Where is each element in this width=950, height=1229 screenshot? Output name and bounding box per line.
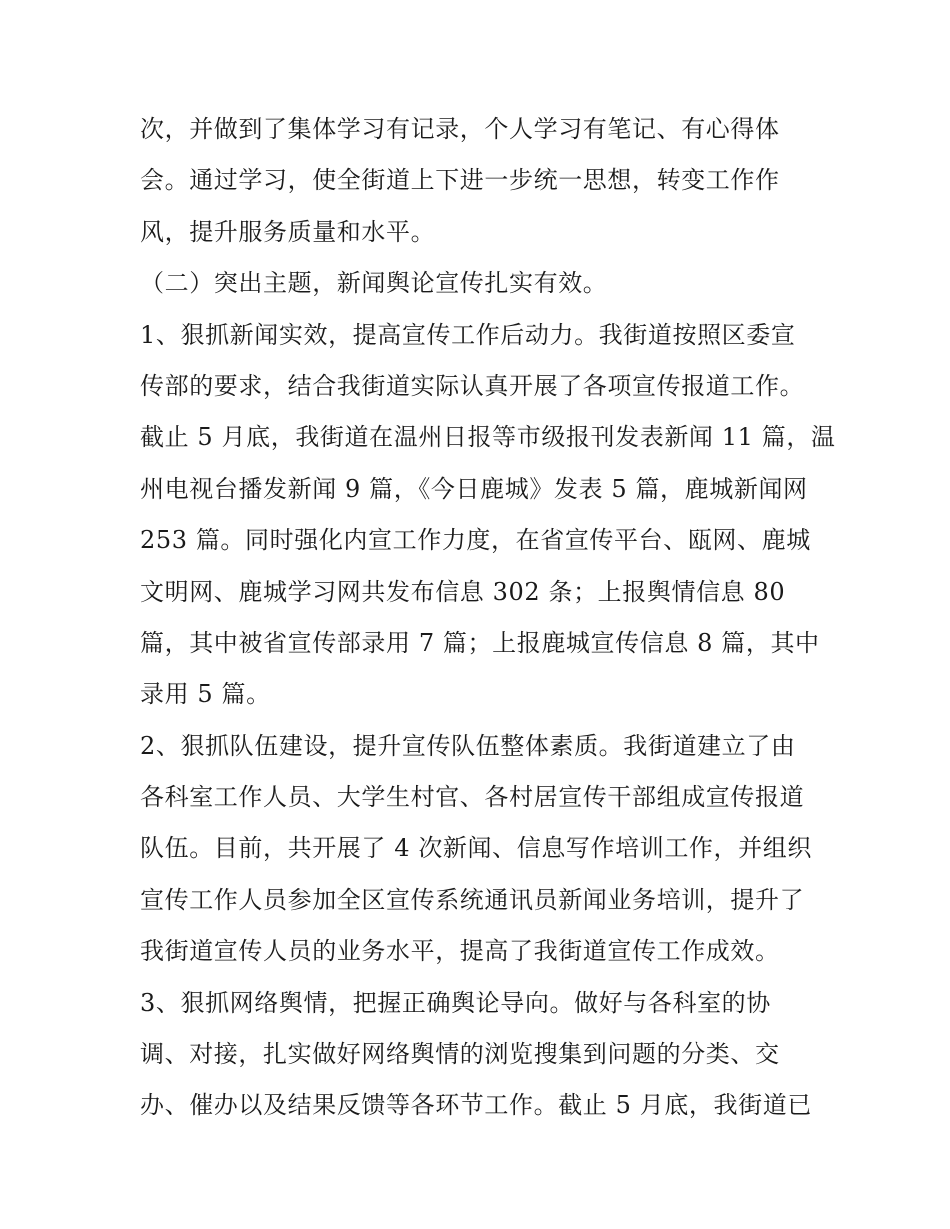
text-line: 次，并做到了集体学习有记录，个人学习有笔记、有心得体 — [140, 115, 780, 143]
text-line: 风，提升服务质量和水平。 — [140, 217, 436, 246]
text-line: 会。通过学习，使全街道上下进一步统一思想，转变工作作 — [140, 166, 780, 195]
text-line: 传部的要求，结合我街道实际认真开展了各项宣传报道工作。 — [140, 371, 805, 400]
body-text — [140, 110, 836, 1138]
text-line: 办、催办以及结果反馈等各环节工作。截止 5 月底，我街道已 — [140, 1091, 812, 1120]
text-line: 3、狠抓网络舆情，把握正确舆论导向。做好与各科室的协 — [140, 988, 771, 1017]
text-line: 宣传工作人员参加全区宣传系统通讯员新闻业务培训，提升了 — [140, 885, 805, 914]
text-line: 录用 5 篇。 — [140, 680, 271, 709]
text-line: 州电视台播发新闻 9 篇，《今日鹿城》发表 5 篇，鹿城新闻网 — [140, 474, 808, 503]
text-line: 文明网、鹿城学习网共发布信息 302 条；上报舆情信息 80 — [140, 577, 786, 606]
text-line: 2、狠抓队伍建设，提升宣传队伍整体素质。我街道建立了由 — [140, 731, 796, 760]
text-line: 截止 5 月底，我街道在温州日报等市级报刊发表新闻 11 篇，温 — [140, 423, 836, 452]
text-line: 1、狠抓新闻实效，提高宣传工作后动力。我街道按照区委宣 — [140, 320, 796, 349]
text-line: 调、对接，扎实做好网络舆情的浏览搜集到问题的分类、交 — [140, 1040, 780, 1069]
text-line: 队伍。目前，共开展了 4 次新闻、信息写作培训工作，并组织 — [140, 834, 812, 863]
text-line: 各科室工作人员、大学生村官、各村居宣传干部组成宣传报道 — [140, 783, 805, 812]
text-line: 篇，其中被省宣传部录用 7 篇；上报鹿城宣传信息 8 篇，其中 — [140, 628, 820, 657]
text-line: 253 篇。同时强化内宣工作力度，在省宣传平台、瓯网、鹿城 — [140, 526, 811, 555]
text-line: 我街道宣传人员的业务水平，提高了我街道宣传工作成效。 — [140, 937, 780, 966]
section-heading: （二）突出主题，新闻舆论宣传扎实有效。 — [140, 269, 608, 298]
